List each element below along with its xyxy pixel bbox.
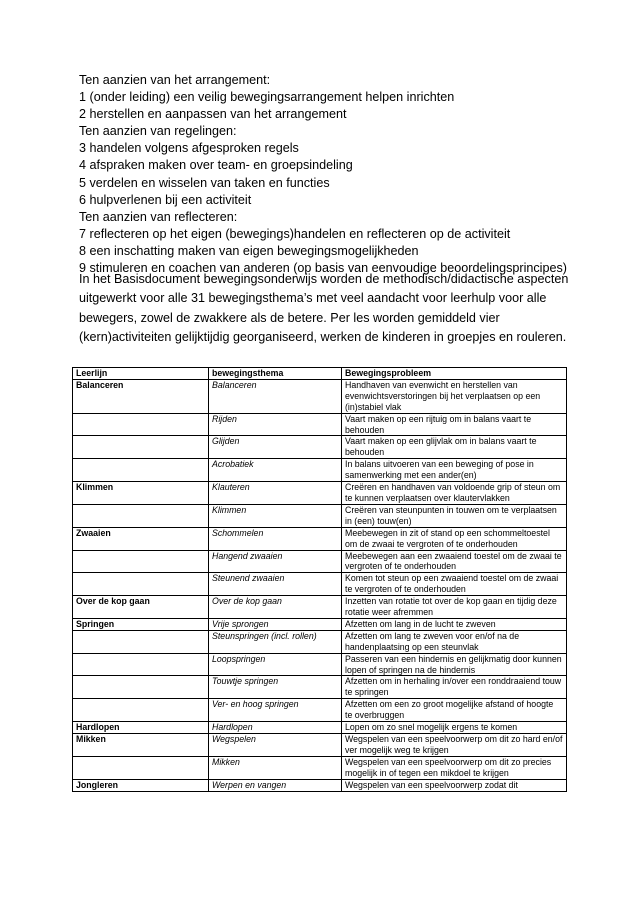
leerlijn-cell: Balanceren	[73, 379, 209, 413]
table-row	[73, 573, 567, 596]
leerlijn-cell: Jongleren	[73, 779, 209, 791]
goal-item: 2 herstellen en aanpassen van het arrangement	[79, 107, 347, 122]
thema-cell: Klauteren	[209, 482, 342, 505]
thema-cell: Steunspringen (incl. rollen)	[209, 630, 342, 653]
probleem-cell: Creëren en handhaven van voldoende grip of steun om te kunnen verplaatsen over klautervlakken	[342, 482, 567, 505]
table-row	[73, 459, 567, 482]
leerlijn-cell	[73, 504, 209, 527]
leerlijn-cell: Over de kop gaan	[73, 596, 209, 619]
goal-item: 1 (onder leiding) een veilig bewegingsarrangement helpen inrichten	[79, 90, 455, 105]
probleem-cell: Afzetten om lang in de lucht te zweven	[342, 618, 567, 630]
leerlijn-cell	[73, 653, 209, 676]
leerlijn-cell	[73, 459, 209, 482]
thema-cell: Hardlopen	[209, 722, 342, 734]
table-row	[73, 596, 567, 619]
thema-cell: Vrije sprongen	[209, 618, 342, 630]
probleem-cell: Passeren van een hindernis en gelijkmatig door kunnen lopen of springen na de hindernis	[342, 653, 567, 676]
goals-heading-arrangement: Ten aanzien van het arrangement:	[79, 73, 271, 87]
probleem-cell: Inzetten van rotatie tot over de kop gaan en tijdig deze rotatie weer afremmen	[342, 596, 567, 619]
table-row	[73, 436, 567, 459]
goals-heading-reflecteren: Ten aanzien van reflecteren:	[79, 209, 238, 224]
table-row	[73, 527, 567, 550]
table-row	[73, 482, 567, 505]
leerlijn-cell	[73, 413, 209, 436]
goal-item: 6 hulpverlenen bij een activiteit	[79, 192, 252, 207]
thema-cell: Werpen en vangen	[209, 779, 342, 791]
thema-cell: Hangend zwaaien	[209, 550, 342, 573]
thema-cell: Glijden	[209, 436, 342, 459]
table-row	[73, 379, 567, 413]
header-leerlijn: Leerlijn	[73, 368, 209, 380]
goals-list	[79, 72, 567, 277]
probleem-cell: Afzetten om lang te zweven voor en/of na de handenplaatsing op een steunvlak	[342, 630, 567, 653]
table-row	[73, 413, 567, 436]
themes-table	[72, 367, 567, 792]
thema-cell: Acrobatiek	[209, 459, 342, 482]
goal-item: 3 handelen volgens afgesproken regels	[79, 141, 299, 156]
probleem-cell: Vaart maken op een glijvlak om in balans vaart te behouden	[342, 436, 567, 459]
goal-item: 7 reflecteren op het eigen (bewegings)handelen en reflecteren op de activiteit	[79, 226, 511, 241]
probleem-cell: Meebewegen in zit of stand op een schommeltoestel om de zwaai te vergroten of te onderhouden	[342, 527, 567, 550]
body-paragraph: In het Basisdocument bewegingsonderwijs worden de methodisch/didactische aspecten uitgewerkt voor alle 31 bewegingsthema’s met veel aandacht voor leerhulp voor alle bewegers, zowel de zwakkere als de betere. Per les worden gemiddeld vier (kern)activiteiten gelijktijdig georganiseerd, werken de kinderen in groepjes en rouleren.	[79, 272, 569, 345]
leerlijn-cell: Hardlopen	[73, 722, 209, 734]
goal-item: 5 verdelen en wisselen van taken en functies	[79, 175, 330, 190]
leerlijn-cell	[73, 573, 209, 596]
thema-cell: Over de kop gaan	[209, 596, 342, 619]
probleem-cell: In balans uitvoeren van een beweging of pose in samenwerking met een ander(en)	[342, 459, 567, 482]
table-header-row	[73, 368, 567, 380]
thema-cell: Balanceren	[209, 379, 342, 413]
probleem-cell: Wegspelen van een speelvoorwerp om dit zo hard en/of ver mogelijk weg te krijgen	[342, 734, 567, 757]
leerlijn-cell: Springen	[73, 618, 209, 630]
leerlijn-cell	[73, 756, 209, 779]
leerlijn-cell	[73, 676, 209, 699]
probleem-cell: Komen tot steun op een zwaaiend toestel om de zwaai te vergroten of te onderhouden	[342, 573, 567, 596]
goal-item: 4 afspraken maken over team- en groepsindeling	[79, 158, 353, 173]
table-row	[73, 504, 567, 527]
probleem-cell: Vaart maken op een rijtuig om in balans vaart te behouden	[342, 413, 567, 436]
thema-cell: Schommelen	[209, 527, 342, 550]
table-row	[73, 722, 567, 734]
table-row	[73, 550, 567, 573]
table-row	[73, 756, 567, 779]
leerlijn-cell	[73, 630, 209, 653]
probleem-cell: Creëren van steunpunten in touwen om te verplaatsen in (een) touw(en)	[342, 504, 567, 527]
goals-heading-regelingen: Ten aanzien van regelingen:	[79, 124, 237, 139]
table-row	[73, 699, 567, 722]
probleem-cell: Lopen om zo snel mogelijk ergens te komen	[342, 722, 567, 734]
thema-cell: Rijden	[209, 413, 342, 436]
probleem-cell: Afzetten om in herhaling in/over een ronddraaiend touw te springen	[342, 676, 567, 699]
table-row	[73, 653, 567, 676]
probleem-cell: Wegspelen van een speelvoorwerp zodat dit	[342, 779, 567, 791]
goal-item: 9 stimuleren en coachen van anderen (op basis van eenvoudige beoordelingsprincipes)	[79, 261, 567, 276]
thema-cell: Ver- en hoog springen	[209, 699, 342, 722]
header-bewegingsthema: bewegingsthema	[209, 368, 342, 380]
leerlijn-cell	[73, 436, 209, 459]
thema-cell: Loopspringen	[209, 653, 342, 676]
thema-cell: Klimmen	[209, 504, 342, 527]
goal-item: 8 een inschatting maken van eigen bewegingsmogelijkheden	[79, 243, 419, 258]
probleem-cell: Afzetten om een zo groot mogelijke afstand of hoogte te overbruggen	[342, 699, 567, 722]
thema-cell: Mikken	[209, 756, 342, 779]
thema-cell: Touwtje springen	[209, 676, 342, 699]
probleem-cell: Meebewegen aan een zwaaiend toestel om de zwaai te vergroten of te onderhouden	[342, 550, 567, 573]
table-row	[73, 630, 567, 653]
thema-cell: Wegspelen	[209, 734, 342, 757]
table-row	[73, 779, 567, 791]
leerlijn-cell: Klimmen	[73, 482, 209, 505]
table-row	[73, 618, 567, 630]
header-bewegingsprobleem: Bewegingsprobleem	[342, 368, 567, 380]
probleem-cell: Handhaven van evenwicht en herstellen van evenwichtsverstoringen bij het verplaatsen op een (in)stabiel vlak	[342, 379, 567, 413]
probleem-cell: Wegspelen van een speelvoorwerp om dit zo precies mogelijk in of tegen een mikdoel te krijgen	[342, 756, 567, 779]
leerlijn-cell: Zwaaien	[73, 527, 209, 550]
leerlijn-cell	[73, 699, 209, 722]
leerlijn-cell: Mikken	[73, 734, 209, 757]
table-row	[73, 676, 567, 699]
thema-cell: Steunend zwaaien	[209, 573, 342, 596]
table-row	[73, 734, 567, 757]
leerlijn-cell	[73, 550, 209, 573]
